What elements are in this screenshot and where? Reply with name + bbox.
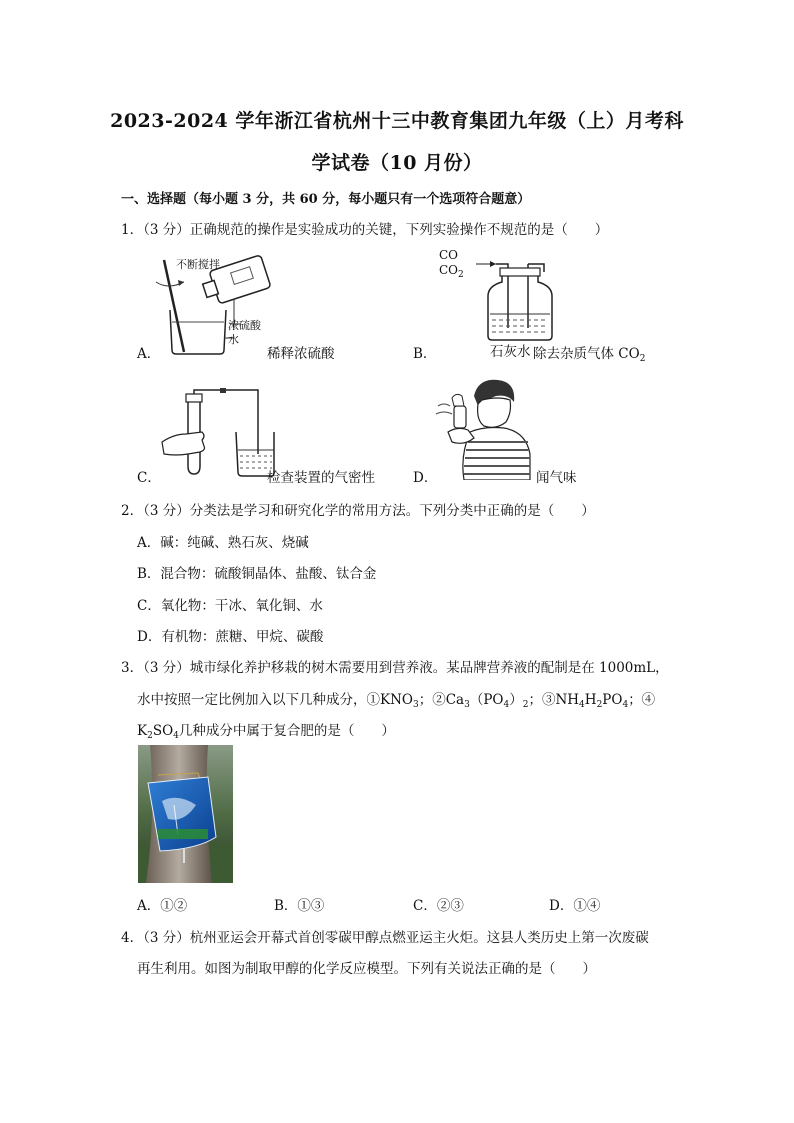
q4-line1: 4．（3 分）杭州亚运会开幕式首创零碳甲醇点燃亚运主火炬。这县人类历史上第一次废碳: [121, 930, 649, 946]
section-heading: 一、选择题（每小题 3 分，共 60 分，每小题只有一个选项符合题意）: [121, 192, 531, 207]
q1-b-label-co: CO: [439, 248, 459, 262]
q3-option-d: D．①④: [549, 898, 601, 914]
q3-line3: $K_2SO_4$几种成分中属于复合肥的是（ ）: [137, 723, 395, 741]
q1-a-caption: 稀释浓硫酸: [267, 346, 335, 362]
q1-d-figure: [434, 376, 534, 480]
q3-option-a: A．①②: [137, 898, 188, 914]
q1-a-label-stir: 不断搅拌: [176, 258, 220, 271]
q1-b-label-co2: $CO_2$: [439, 263, 464, 280]
q2-option-b: B．混合物：硫酸铜晶体、盐酸、钛合金: [137, 566, 377, 582]
q3-line2: 水中按照一定比例加入以下几种成分，$①KNO_3$；$②Ca_3(PO_4)_2$；$③NH_4H_2PO_4$；④: [137, 692, 656, 710]
q1-stem: 1．（3 分）正确规范的操作是实验成功的关键，下列实验操作不规范的是（ ）: [121, 222, 609, 238]
q1-d-letter: D．: [413, 470, 438, 486]
q3-line1: 3．（3 分）城市绿化养护移栽的树木需要用到营养液。某品牌营养液的配制是在 1000mL，: [121, 660, 669, 676]
q3-photo: [138, 745, 233, 883]
q1-c-figure: [160, 388, 276, 478]
q2-option-c: C．氧化物：干冰、氧化铜、水: [137, 598, 323, 614]
page-title-line2: 学试卷（10 月份）: [311, 152, 483, 174]
q2-stem: 2．（3 分）分类法是学习和研究化学的常用方法。下列分类中正确的是（ ）: [121, 503, 595, 519]
q1-b-label-lime: 石灰水: [490, 344, 531, 360]
q2-option-d: D．有机物：蔗糖、甲烷、碳酸: [137, 629, 324, 645]
q1-c-letter: C．: [137, 470, 161, 486]
q1-b-caption: 除去杂质气体 $CO_2$: [533, 346, 646, 364]
q1-a-label-acid: 浓硫酸: [228, 319, 261, 332]
q1-b-letter: B．: [413, 346, 437, 362]
q1-a-label-water: 水: [228, 333, 239, 346]
q4-line2: 再生利用。如图为制取甲醇的化学反应模型。下列有关说法正确的是（ ）: [137, 961, 596, 977]
q1-d-caption: 闻气味: [536, 470, 577, 486]
page-title-line1: 2023-2024 学年浙江省杭州十三中教育集团九年级（上）月考科: [110, 110, 684, 132]
q3-option-c: C．②③: [413, 898, 464, 914]
q1-c-caption: 检查装置的气密性: [267, 470, 375, 486]
q3-option-b: B．①③: [274, 898, 325, 914]
q1-a-letter: A．: [137, 346, 161, 362]
q1-b-figure: [474, 256, 564, 342]
q2-option-a: A．碱：纯碱、熟石灰、烧碱: [137, 535, 309, 551]
